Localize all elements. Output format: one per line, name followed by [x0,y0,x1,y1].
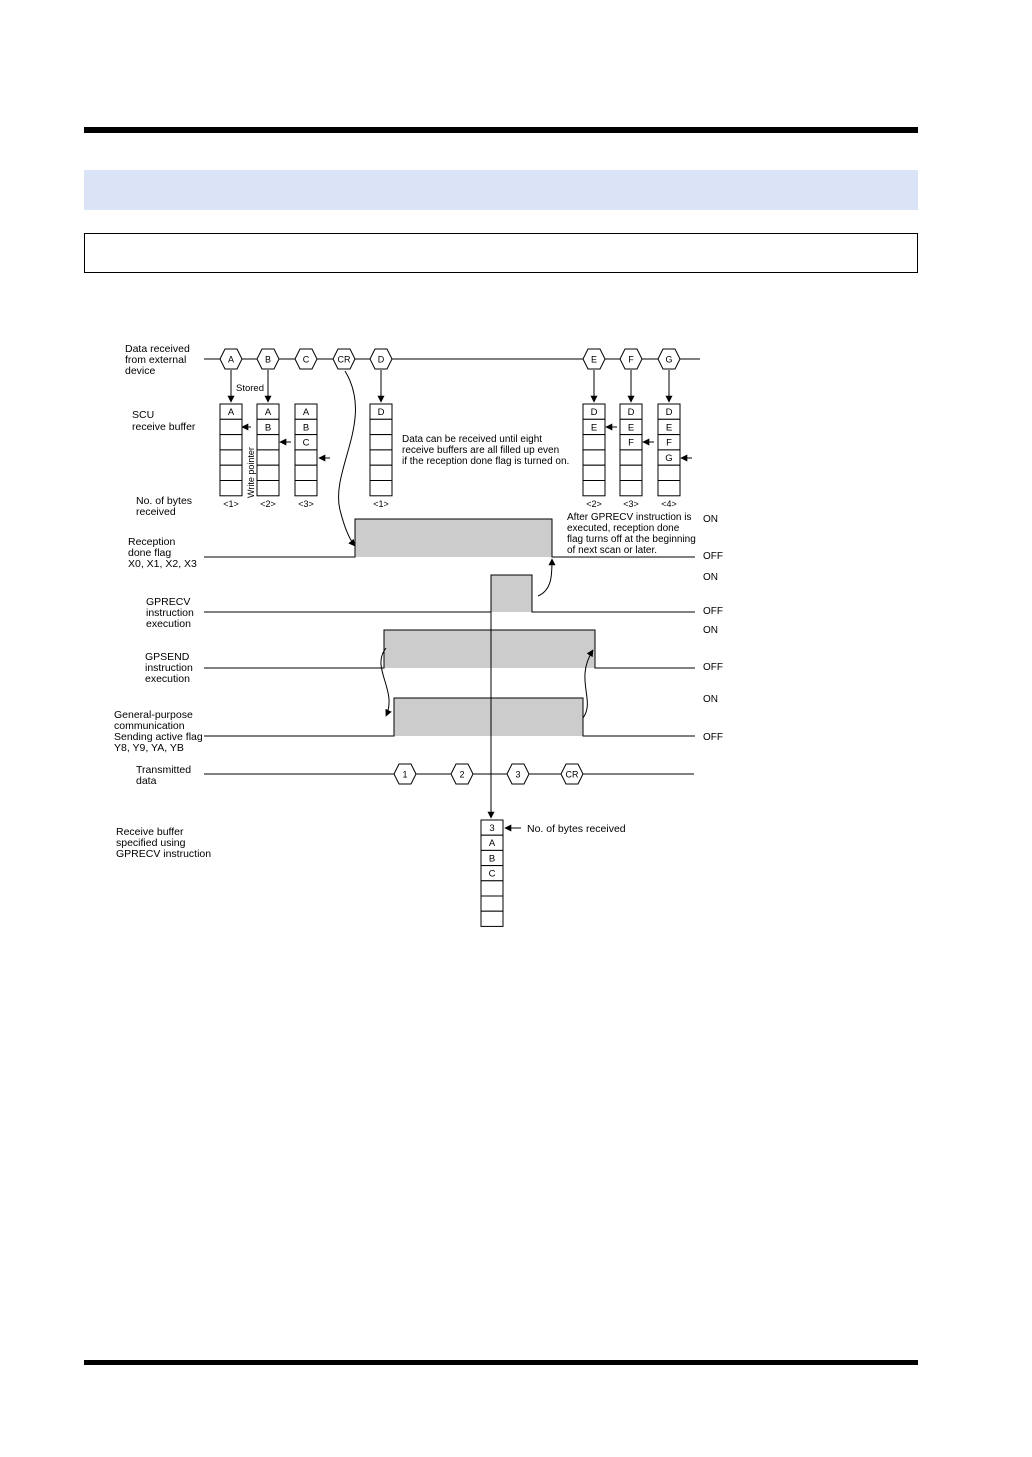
gprecv-off-label: OFF [703,606,723,617]
buffer-cell [220,481,242,496]
buffer-cell [257,450,279,465]
buffer-cell [370,450,392,465]
label-data-received: Data received from external device [125,343,190,377]
rx-hex-7 [658,349,680,369]
buffer-cell [620,481,642,496]
result-buffer-value: A [488,838,496,850]
buffer-cell-value: F [666,437,672,449]
buffer-cell [583,465,605,480]
label-recv-buffer: Receive buffer specified using GPRECV instruction [116,826,212,860]
buffer-cell [658,481,680,496]
gprecv-pulse [491,575,532,612]
label-stored: Stored [236,383,264,394]
buffer-index-label: <1> [223,499,239,509]
buffer-cell-value: D [665,407,673,418]
rx-hex-1 [257,349,279,369]
buffer-cell [620,450,642,465]
tx-hex-3 [561,764,583,784]
buffer-cell [583,435,605,450]
scu-buffer-4 [583,404,605,509]
rx-hex-4 [370,349,392,369]
tx-hex-1-label: 2 [459,769,465,780]
scu-buffer-6 [658,404,680,509]
buffer-cell [257,435,279,450]
result-buffer-cell [481,881,503,896]
buffer-index-label: <3> [623,499,639,509]
result-buffer-value: 3 [489,823,495,834]
cr-to-flag-arrow [339,371,356,546]
reception-on-label: ON [703,514,718,525]
buffer-cell [295,481,317,496]
buffer-cell-value: B [302,422,310,434]
buffer-cell [370,465,392,480]
rx-hex-6-label: F [628,354,634,365]
label-write-pointer: Write pointer [246,447,256,498]
note-receive-until-full: Data can be received until eight receive buffers are all filled up even if the reception done flag is turned on. [402,434,570,467]
gpsend-pulse [384,630,595,668]
gpsend-off-label: OFF [703,662,723,673]
label-gprecv: GPRECV instruction execution [146,596,194,630]
reception-off-label: OFF [703,551,723,562]
buffer-cell [295,450,317,465]
tx-hex-1 [451,764,473,784]
buffer-cell [295,465,317,480]
rx-hex-4-label: D [377,354,385,365]
result-buffer-value: C [488,868,496,880]
gprecv-on-label: ON [703,572,718,583]
buffer-cell [583,481,605,496]
buffer-cell-value: E [665,422,673,434]
note-gprecv-after: After GPRECV instruction is executed, reception done flag turns off at the beginning of next scan or later. [567,512,696,556]
buffer-cell [370,481,392,496]
buffer-cell-value: E [590,422,598,434]
buffer-cell [257,465,279,480]
scu-buffer-5 [620,404,642,509]
buffer-cell-value: A [227,407,235,418]
scu-buffer-2 [295,404,317,509]
tx-hex-0-label: 1 [402,769,408,780]
buffer-cell-value: A [302,407,310,418]
buffer-cell [620,465,642,480]
buffer-cell [257,481,279,496]
buffer-index-label: <2> [260,499,276,509]
label-bytes-received: No. of bytes received [136,495,193,518]
tx-hex-2 [507,764,529,784]
rx-hex-0 [220,349,242,369]
result-buffer [481,820,503,926]
rx-hex-3 [333,349,355,369]
rx-hex-1-label: B [264,354,272,365]
buffer-cell [220,419,242,434]
result-buffer-cell [481,911,503,926]
buffer-cell-value: F [628,437,634,449]
label-scu-buffer: SCU receive buffer [132,409,196,433]
tx-hex-3-label: CR [565,769,579,780]
result-buffer-value: B [488,853,496,865]
rx-hex-3-label: CR [337,354,351,365]
gprecv-to-flag-arrow [538,559,552,596]
buffer-index-label: <3> [298,499,314,509]
buffer-cell-value: E [627,422,635,434]
tx-hex-2-label: 3 [515,769,521,780]
buffer-cell [583,450,605,465]
buffer-cell-value: G [665,452,673,464]
rx-hex-2 [295,349,317,369]
result-buffer-cell [481,896,503,911]
sending-on-label: ON [703,694,718,705]
rx-hex-6 [620,349,642,369]
buffer-cell [220,450,242,465]
buffer-cell [220,465,242,480]
rx-hex-0-label: A [227,354,235,365]
buffer-index-label: <2> [586,499,602,509]
bytes-callout-label: No. of bytes received [527,823,626,835]
buffer-cell [220,435,242,450]
rx-hex-5-label: E [590,354,598,365]
scu-buffer-0 [220,404,242,509]
rx-hex-7-label: G [665,354,673,365]
tx-hex-0 [394,764,416,784]
buffer-cell-value: D [590,407,598,418]
gprecv-line [204,575,695,612]
rx-hex-5 [583,349,605,369]
label-gpsend: GPSEND instruction execution [145,651,193,685]
sending-flag-pulse [394,698,583,736]
buffer-cell [658,465,680,480]
label-sending-flag: General-purpose communication Sending active flag Y8, Y9, YA, YB [114,709,203,754]
buffer-cell-value: C [302,437,310,449]
buffer-index-label: <4> [661,499,677,509]
rx-hex-2-label: C [302,354,310,365]
store-arrows [231,370,669,402]
sending-off-label: OFF [703,732,723,743]
buffer-cell [370,435,392,450]
buffer-index-label: <1> [373,499,389,509]
label-reception-flag: Reception done flag X0, X1, X2, X3 [128,536,197,570]
buffer-cell [370,419,392,434]
scu-buffer-3 [370,404,392,509]
buffer-cell-value: A [264,407,272,418]
scu-buffer-1 [257,404,279,509]
label-transmitted: Transmitted data [136,764,192,787]
buffer-cell-value: B [264,422,272,434]
buffer-cell-value: D [627,407,635,418]
reception-flag-pulse [355,519,552,557]
gpsend-on-label: ON [703,625,718,636]
buffer-cell-value: D [377,407,385,418]
